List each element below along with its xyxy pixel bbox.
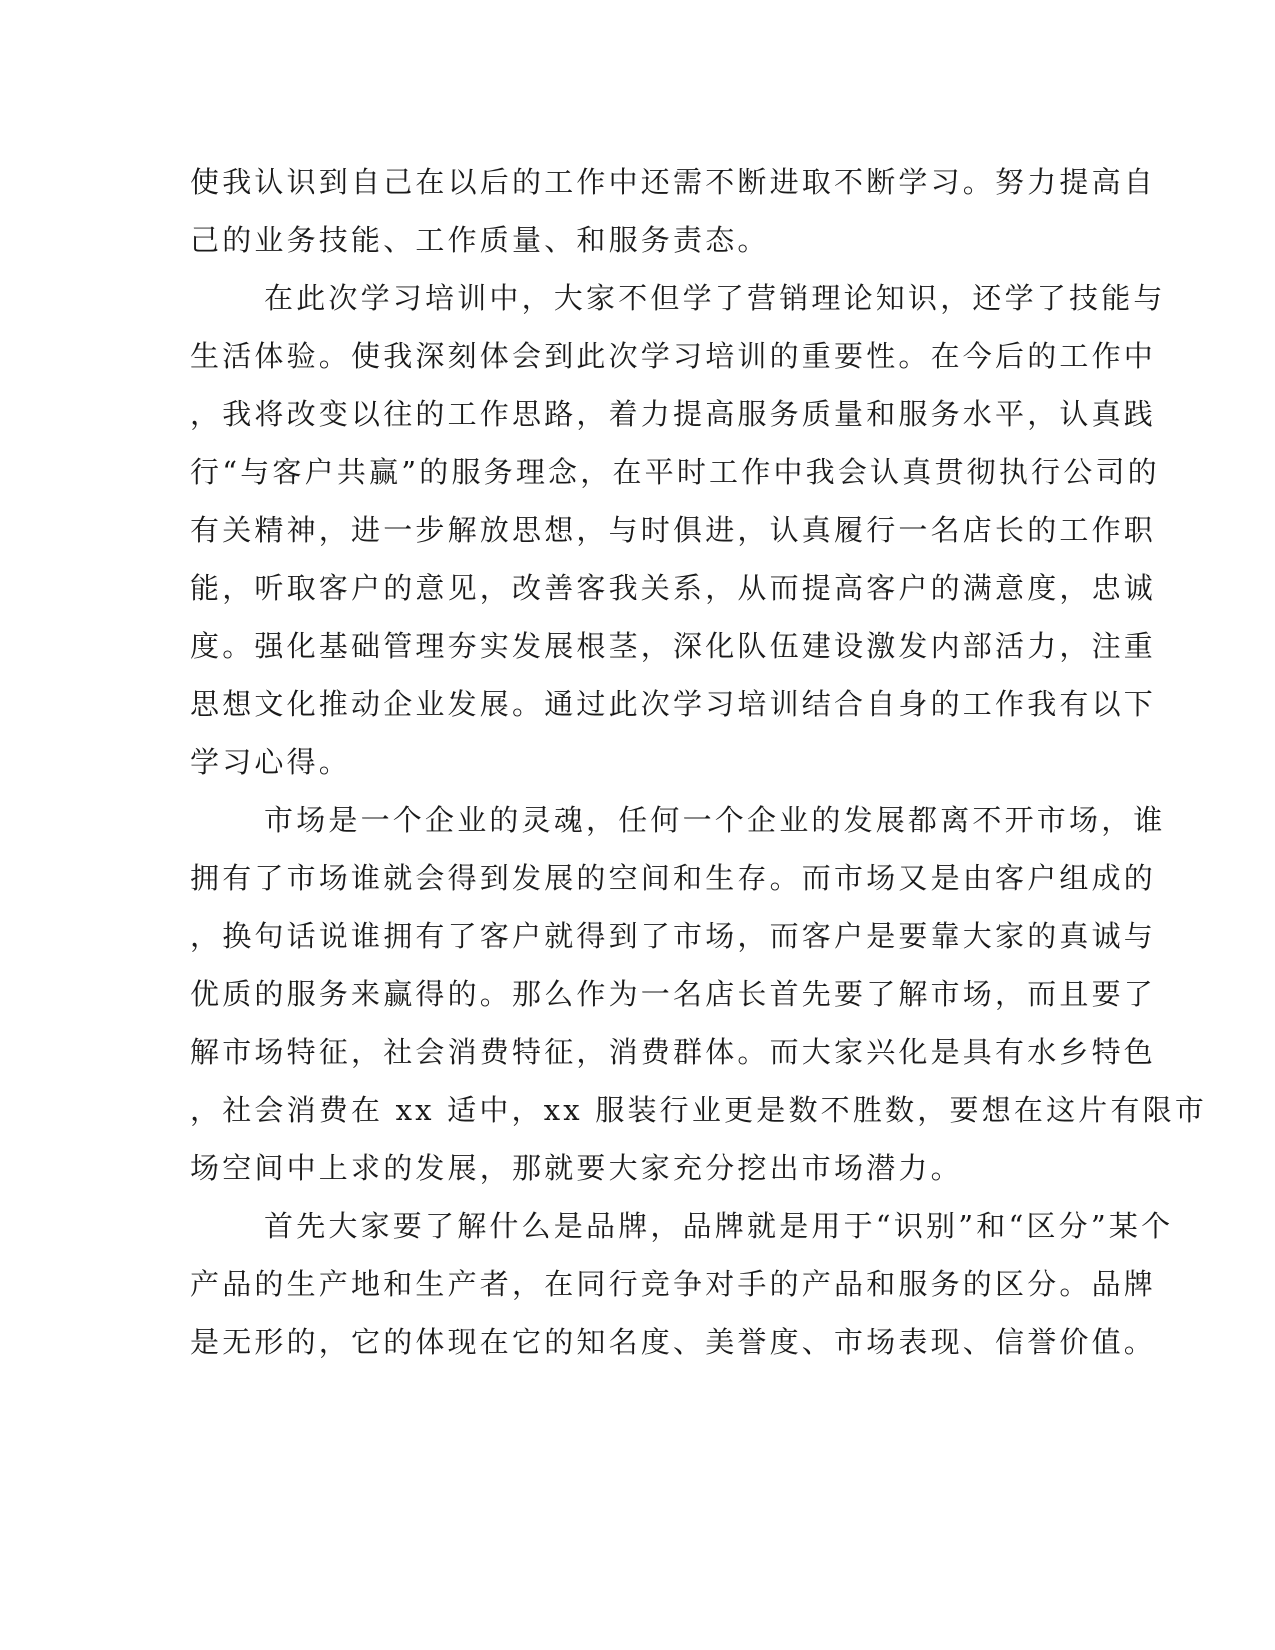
text-line: 首先大家要了解什么是品牌，品牌就是用于“识别”和“区分”某个 bbox=[264, 1209, 1174, 1243]
text-line: ，社会消费在 xx 适中，xx 服装行业更是数不胜数，要想在这片有限市 bbox=[190, 1093, 1208, 1127]
text-line: 行“与客户共赢”的服务理念，在平时工作中我会认真贯彻执行公司的 bbox=[190, 455, 1160, 489]
text-line: 学习心得。 bbox=[190, 745, 352, 779]
text-line: 生活体验。使我深刻体会到此次学习培训的重要性。在今后的工作中 bbox=[190, 339, 1157, 373]
text-line: 己的业务技能、工作质量、和服务责态。 bbox=[190, 223, 770, 257]
text-line: 使我认识到自己在以后的工作中还需不断进取不断学习。努力提高自 bbox=[190, 165, 1157, 199]
text-line: 场空间中上求的发展，那就要大家充分挖出市场潜力。 bbox=[190, 1151, 963, 1185]
text-line: 能，听取客户的意见，改善客我关系，从而提高客户的满意度，忠诚 bbox=[190, 571, 1157, 605]
text-line: ，我将改变以往的工作思路，着力提高服务质量和服务水平，认真践 bbox=[190, 397, 1157, 431]
text-line: 优质的服务来赢得的。那么作为一名店长首先要了解市场，而且要了 bbox=[190, 977, 1157, 1011]
text-line: 是无形的，它的体现在它的知名度、美誉度、市场表现、信誉价值。 bbox=[190, 1325, 1157, 1359]
text-line: 拥有了市场谁就会得到发展的空间和生存。而市场又是由客户组成的 bbox=[190, 861, 1157, 895]
text-line: 思想文化推动企业发展。通过此次学习培训结合自身的工作我有以下 bbox=[190, 687, 1157, 721]
text-line: 产品的生产地和生产者，在同行竞争对手的产品和服务的区分。品牌 bbox=[190, 1267, 1157, 1301]
text-line: 度。强化基础管理夯实发展根茎，深化队伍建设激发内部活力，注重 bbox=[190, 629, 1157, 663]
text-line: 在此次学习培训中，大家不但学了营销理论知识，还学了技能与 bbox=[264, 281, 1166, 315]
text-line: 有关精神，进一步解放思想，与时俱进，认真履行一名店长的工作职 bbox=[190, 513, 1157, 547]
text-line: ，换句话说谁拥有了客户就得到了市场，而客户是要靠大家的真诚与 bbox=[190, 919, 1157, 953]
text-line: 市场是一个企业的灵魂，任何一个企业的发展都离不开市场，谁 bbox=[264, 803, 1166, 837]
text-line: 解市场特征，社会消费特征，消费群体。而大家兴化是具有水乡特色 bbox=[190, 1035, 1157, 1069]
